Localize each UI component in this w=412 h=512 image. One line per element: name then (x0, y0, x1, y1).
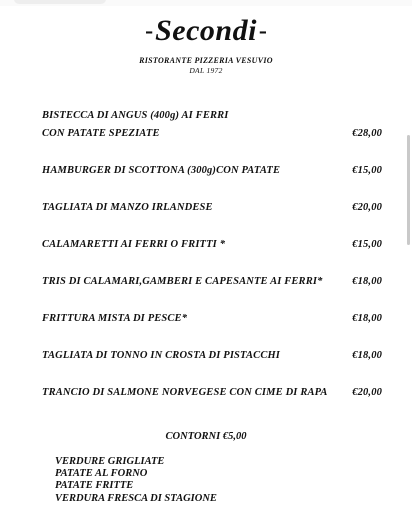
title-dash-right: - (258, 18, 267, 44)
menu-item-tagliata-manzo (42, 199, 382, 217)
menu-item-name: CALAMARETTI AI FERRI O FRITTI * (42, 239, 226, 250)
scrollbar[interactable] (407, 135, 410, 245)
menu-item-name: TRANCIO DI SALMONE NORVEGESE CON CIME DI RAPA (42, 387, 328, 398)
list-item: VERDURA FRESCA DI STAGIONE (55, 492, 217, 504)
list-item: VERDURE GRIGLIATE (55, 456, 165, 467)
menu-item-price: €15,00 (352, 165, 382, 176)
menu-header (0, 8, 412, 75)
established-year: DAL 1972 (189, 66, 223, 75)
menu-item-price: €28,00 (352, 128, 382, 139)
menu-item-hamburger (42, 162, 382, 180)
menu-item-row (42, 125, 382, 143)
menu-item-name: TAGLIATA DI MANZO IRLANDESE (42, 202, 213, 213)
menu-item-name-continued: CON PATATE SPEZIATE (42, 128, 160, 139)
contorni-heading: CONTORNI €5,00 (165, 431, 247, 442)
status-pill (14, 0, 106, 4)
restaurant-name: RISTORANTE PIZZERIA VESUVIO (139, 56, 273, 65)
title-row (0, 8, 412, 54)
menu-item-price: €20,00 (352, 202, 382, 213)
menu-item-calamaretti (42, 236, 382, 254)
menu-item-price: €18,00 (352, 276, 382, 287)
menu-item-row (42, 310, 382, 328)
menu-item-price: €20,00 (352, 387, 382, 398)
menu-item-frittura (42, 310, 382, 328)
menu-item-name: BISTECCA DI ANGUS (400g) AI FERRI (42, 110, 229, 121)
menu-item-name: FRITTURA MISTA DI PESCE* (42, 313, 188, 324)
page-title: Secondi (155, 14, 257, 47)
menu-item-price: €18,00 (352, 350, 382, 361)
menu-item-name: TAGLIATA DI TONNO IN CROSTA DI PISTACCHI (42, 350, 281, 361)
menu-item-row (42, 347, 382, 365)
menu-item-price: €15,00 (352, 239, 382, 250)
menu-item-price: €18,00 (352, 313, 382, 324)
contorni-list (55, 456, 217, 505)
list-item: PATATE FRITTE (55, 480, 134, 492)
menu-item-name: HAMBURGER DI SCOTTONA (300g)CON PATATE (42, 165, 281, 176)
menu-item-salmone (42, 384, 382, 402)
menu-item-row (42, 236, 382, 254)
list-item: PATATE AL FORNO (55, 468, 148, 480)
menu-item-row (42, 273, 382, 291)
menu-item-tonno (42, 347, 382, 365)
menu-item-row (42, 199, 382, 217)
menu-item-tris (42, 273, 382, 291)
menu-item-row (42, 384, 382, 402)
top-bar (0, 0, 412, 6)
menu-item-bistecca (42, 107, 382, 143)
menu-item-row (42, 162, 382, 180)
title-dash-left: - (145, 18, 154, 44)
menu-item-name: TRIS DI CALAMARI,GAMBERI E CAPESANTE AI FERRI* (42, 276, 323, 287)
